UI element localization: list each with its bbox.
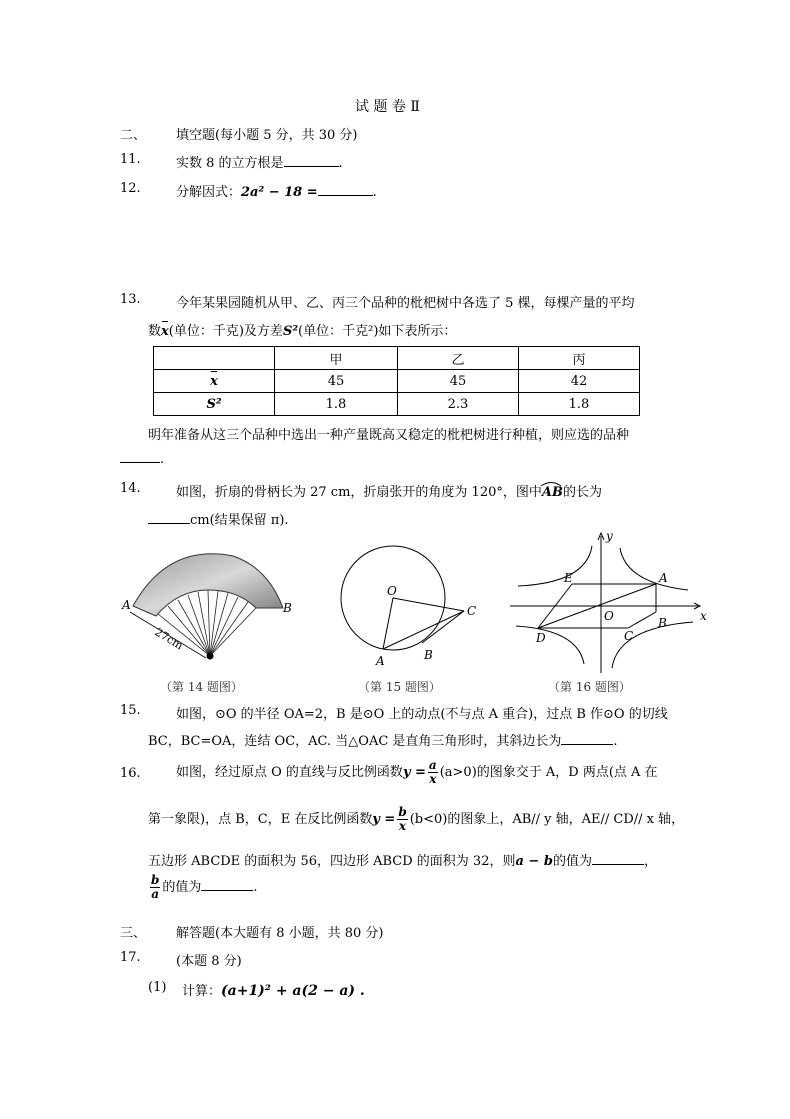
fraction: $\frac{b}{a}$: [151, 873, 160, 901]
question-number: 13.: [120, 292, 141, 307]
table-cell: 45: [275, 370, 398, 393]
answer-blank[interactable]: [148, 511, 190, 524]
label-c: C: [624, 629, 634, 643]
question-16-line4: $\frac{b}{a}$ 的值为 .: [151, 873, 258, 901]
section-heading: 解答题(本大题有 8 小题，共 80 分): [176, 926, 384, 941]
figure-16: [508, 528, 713, 678]
figure-caption: （第 15 题图）: [358, 680, 441, 694]
label-x: x: [700, 609, 707, 623]
question-13-line2: 数x(单位：千克)及方差S²(单位：千克²)如下表所示：: [148, 324, 457, 339]
question-15-line2: BC，BC=OA，连结 OC，AC. 当△OAC 是直角三角形时，其斜边长为 .: [148, 734, 618, 749]
table-header-cell: 甲: [275, 347, 398, 370]
answer-blank[interactable]: [561, 732, 613, 745]
answer-blank[interactable]: [120, 450, 160, 463]
curve-b-q2: [518, 546, 592, 586]
fraction: $\frac{a}{x}$: [428, 758, 437, 786]
section-number: 二、: [120, 128, 147, 143]
table-cell: 1.8: [519, 393, 640, 416]
question-number: 16.: [120, 766, 141, 781]
table-cell: 1.8: [275, 393, 398, 416]
fan-paper: [133, 554, 283, 616]
question-text: 分解因式：: [176, 185, 242, 200]
math-expression: 2a² − 18 =: [241, 185, 318, 200]
fraction: $\frac{b}{x}$: [398, 805, 407, 833]
data-table: [153, 346, 640, 416]
section-number: 三、: [120, 926, 147, 941]
question-17-sub1: 计算：(a+1)² + a(2 − a) .: [182, 983, 365, 999]
label-b: B: [283, 601, 292, 615]
length-label: 27cm: [152, 625, 186, 653]
question-11: 实数 8 的立方根是 .: [176, 156, 343, 171]
figure-caption: （第 14 题图）: [160, 680, 243, 694]
table-row: [154, 393, 640, 416]
figure-caption: （第 16 题图）: [548, 680, 631, 694]
table-cell: 42: [519, 370, 640, 393]
figure-14: [118, 548, 303, 668]
answer-blank[interactable]: [318, 183, 373, 196]
question-text: (本题 8 分): [176, 954, 242, 969]
table-cell: 2.3: [398, 393, 519, 416]
question-16-line3: 五边形 ABCDE 的面积为 56，四边形 ABCD 的面积为 32，则a − b的值为 ，: [148, 854, 657, 869]
arc-label: AB: [542, 485, 563, 500]
table-row-label: x: [154, 370, 275, 393]
question-text: 今年某果园随机从甲、乙、丙三个品种的枇杷树中各选了 5 棵，每棵产量的平均: [176, 296, 635, 311]
page-title: 试 题 卷 Ⅱ: [355, 99, 420, 115]
answer-blank[interactable]: [284, 154, 339, 167]
table-row-label: S²: [154, 393, 275, 416]
variance-symbol: S²: [282, 324, 299, 339]
question-12: 分解因式：2a² − 18 = .: [176, 185, 377, 200]
table-cell: 45: [398, 370, 519, 393]
question-text: 实数 8 的立方根是: [176, 156, 284, 171]
label-o: O: [604, 609, 614, 623]
question-number: 11.: [120, 152, 141, 167]
label-b: B: [658, 616, 667, 630]
question-text: 如图，⊙O 的半径 OA=2，B 是⊙O 上的动点(不与点 A 重合)，过点 B 作⊙O 的切线: [176, 707, 668, 722]
question-number: 15.: [120, 703, 141, 718]
answer-blank[interactable]: [201, 878, 253, 891]
question-14-line2: cm(结果保留 π).: [148, 509, 289, 528]
question-13-answer: .: [120, 450, 164, 467]
question-number: 12.: [120, 181, 141, 196]
mean-symbol: x: [161, 324, 169, 339]
label-d: D: [536, 631, 546, 645]
math-expression: (a+1)² + a(2 − a) .: [221, 983, 365, 999]
sub-question-number: (1): [148, 980, 167, 995]
label-b: B: [424, 648, 433, 662]
section-heading: 填空题(每小题 5 分，共 30 分): [176, 128, 358, 143]
label-a: A: [376, 654, 385, 668]
question-16-line2: 第一象限)，点 B，C，E 在反比例函数y = $\frac{b}{x}$ (b<0)的图象上，AB// y 轴，AE// CD// x 轴，: [148, 805, 685, 833]
arc-mark-icon: [540, 481, 562, 487]
question-number: 14.: [120, 481, 141, 496]
label-y: y: [606, 529, 613, 543]
table-header-cell: 丙: [519, 347, 640, 370]
question-14-line1: 如图，折扇的骨柄长为 27 cm，折扇张开的角度为 120°，图中AB 的长为: [176, 481, 602, 500]
label-a: A: [122, 598, 131, 612]
question-text: 明年准备从这三个品种中选出一种产量既高又稳定的枇杷树进行种植，则应选的品种: [148, 428, 630, 443]
table-header-cell: [154, 347, 275, 370]
curve-a-q3: [516, 626, 584, 664]
label-e: E: [564, 571, 573, 585]
question-16-line1: 如图，经过原点 O 的直线与反比例函数y = $\frac{a}{x}$ (a>0)的图象交于 A，D 两点(点 A 在: [176, 758, 658, 786]
table-header-row: [154, 347, 640, 370]
answer-blank[interactable]: [592, 852, 644, 865]
question-number: 17.: [120, 950, 141, 965]
label-c: C: [467, 604, 477, 618]
label-o: O: [387, 584, 397, 598]
label-a: A: [659, 571, 668, 585]
table-header-cell: 乙: [398, 347, 519, 370]
fan-pivot: [207, 653, 214, 660]
table-row: [154, 370, 640, 393]
figure-15: [330, 535, 490, 675]
